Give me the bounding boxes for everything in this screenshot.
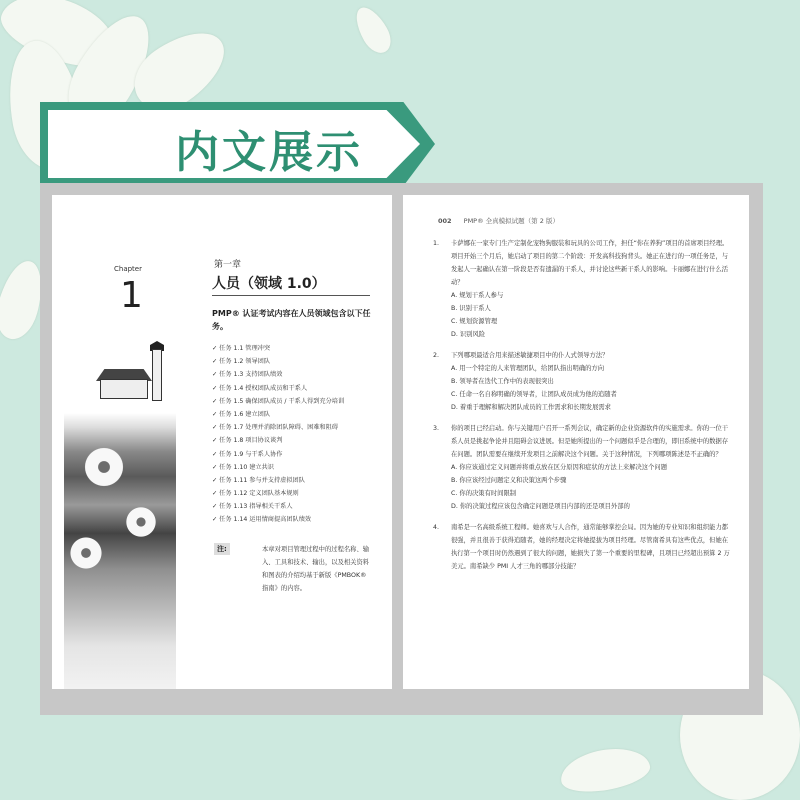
question-number: 4. [433,524,440,531]
chapter-number: 1 [120,275,143,316]
answer-option: B. 识别干系人 [451,305,491,312]
chapter-intro: PMP® 认证考试内容在人员领域包含以下任务。 [212,309,371,331]
question-number: 2. [433,352,440,359]
note-label: 注: [214,543,230,555]
lighthouse-photo [64,335,176,689]
task-item: ✓ 任务 1.10 建立共识 [212,463,274,471]
task-item: ✓ 任务 1.13 指导相关干系人 [212,503,293,511]
task-item: ✓ 任务 1.2 领导团队 [212,358,271,366]
task-item: ✓ 任务 1.7 处理并消除团队障碍、困难和阻碍 [212,424,339,432]
task-item: ✓ 任务 1.12 定义团队基本规则 [212,490,299,498]
daisy-image [82,445,126,489]
answer-option: A. 规划干系人参与 [451,292,504,299]
flower-petal-decoration [349,2,397,58]
chapter-name: 人员（领域 1.0） [212,276,326,292]
flower-petal-decoration [557,742,653,797]
question-text: 南希是一名高级系统工程师。她喜欢与人合作，通常能够掌控会局。因为她的专业知识和组织能力都很强，并且很善于获得追随者，她的经理决定将她提拔为项目经理。尽管南希具有这些优点，但她在执行第一个项目时仍然遇到了很大的问题，她损失了第一个重要的里程碑，且项目已经超出预算 2 万美元。南希缺少 PMI 人才三角的哪部分技能？ [451,524,730,570]
chapter-note [214,543,372,595]
task-list [212,342,344,527]
running-title: PMP® 全真模拟试题（第 2 版） [463,217,559,225]
task-item: ✓ 任务 1.8 项目协议谈判 [212,437,283,445]
task-item: ✓ 任务 1.3 支持团队绩效 [212,371,283,379]
banner-title: 内文展示 [175,127,363,178]
answer-option: C. 你的决策有时间限制 [451,490,517,497]
section-banner [40,102,450,186]
question [433,422,733,513]
task-item: ✓ 任务 1.6 建立团队 [212,410,271,418]
answer-option: D. 识别风险 [451,331,486,338]
task-item: ✓ 任务 1.11 参与并支持虚拟团队 [212,476,305,484]
note-text: 本章对项目管理过程中的过程名称、输入、工具和技术、输出，以及相关资料和图表的介绍均基于新版《PMBOK® 指南》的内容。 [262,546,370,592]
answer-option: C. 规划资源管理 [451,318,498,325]
right-page [403,195,749,689]
lighthouse-tower [152,349,162,401]
question-text: 下列哪项最适合用来描述敏捷项目中的仆人式领导方法？ [451,352,609,359]
page-number: 002 [438,217,452,225]
answer-option: B. 领导者在迭代工作中的表现很突出 [451,378,554,385]
chapter-title: 第一章 [214,260,242,270]
question [433,521,733,573]
daisy-image [124,505,158,539]
task-item: ✓ 任务 1.14 运用情商提高团队绩效 [212,516,312,524]
question [433,237,733,341]
task-item: ✓ 任务 1.9 与干系人协作 [212,450,283,458]
answer-option: A. 用一个特定的人来管理团队，给团队指出明确的方向 [451,365,605,372]
daisy-image [68,535,104,571]
house [100,379,148,399]
left-page [52,195,392,689]
task-item: ✓ 任务 1.5 确保团队成员 / 干系人得到充分培训 [212,397,345,405]
question-list [433,237,733,581]
chapter-label: Chapter [114,265,142,273]
question-number: 3. [433,425,440,432]
answer-option: B. 你应该经过问题定义和决策这两个步骤 [451,477,567,484]
question-number: 1. [433,240,440,247]
task-item: ✓ 任务 1.1 管理冲突 [212,345,271,352]
open-book [40,183,763,715]
question [433,349,733,414]
answer-option: C. 任命一名自称明确的领导者，让团队成员成为他的追随者 [451,391,617,398]
task-item: ✓ 任务 1.4 授权团队成员和干系人 [212,384,308,392]
question-text: 卡萨娜在一家专门生产定制化宠物狗服装和玩具的公司工作，担任“你在养狗”项目的首席项目经理。项目开始三个月后，她启动了项目的第二个阶段：开发高科技狗背头。她正在进行的一项任务是，与发起人一起确认在第一阶段是否有遗漏的干系人，并讨论这些新干系人的影响。卡丽娜在进行什么活动？ [451,240,729,286]
question-text: 你的项目已经启动。你与关键用户召开一系列会议，确定新的企业资源软件的实施需求。你的一位干系人员是挑起争论并且阻碍会议进展。但是她所提出的一个问题似乎是合理的，即旧系统中的数据存在问题。团队需要在继续开发项目之前解决这个问题。关于这种情况，下列哪项陈述是不正确的？ [451,425,729,458]
chapter-divider [212,295,370,296]
answer-option: D. 你的决策过程应该包含确定问题是项目内部的还是项目外部的 [451,503,630,510]
answer-option: A. 你应该通过定义问题并将重点放在区分原因和症状的方法上来解决这个问题 [451,464,667,471]
running-header [438,216,559,225]
answer-option: D. 着重于理解和解决团队成员的工作需求和长期发展需求 [451,404,611,411]
